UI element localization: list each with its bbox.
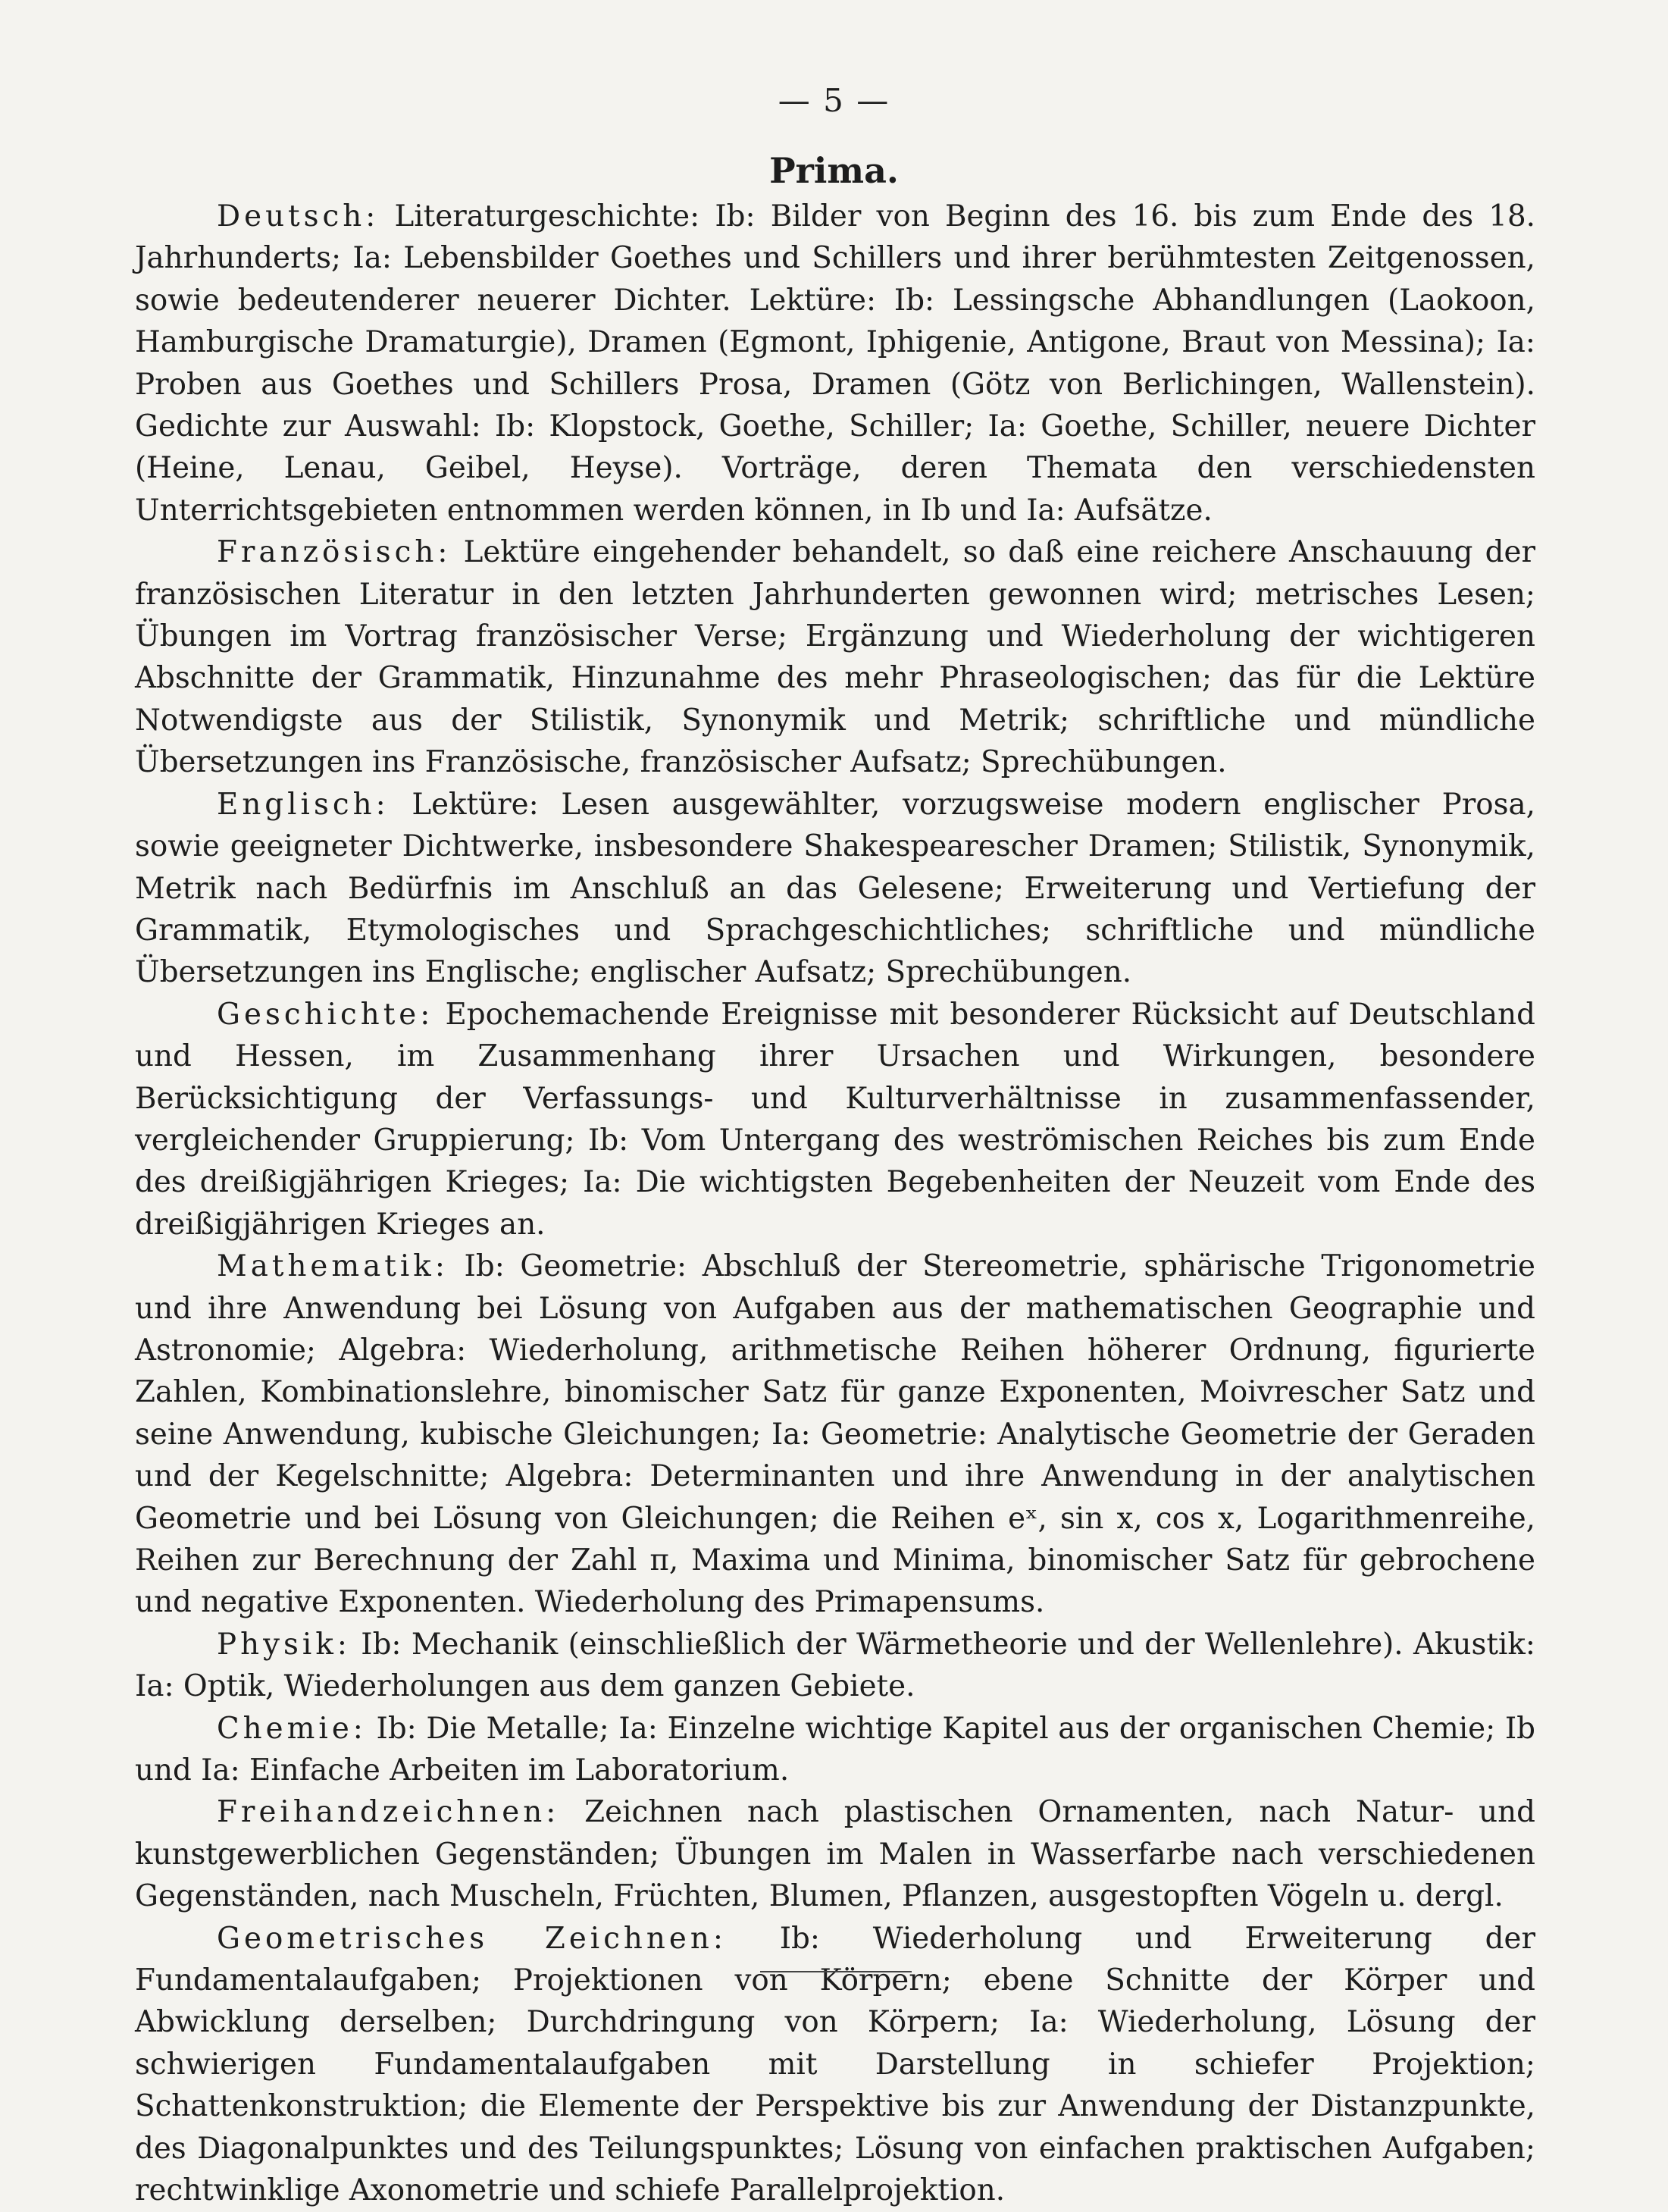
paragraph-geschichte <box>135 994 1535 1245</box>
paragraph-mathematik <box>135 1245 1535 1624</box>
subject-heading: Chemie: <box>217 1711 367 1746</box>
paragraph-geometrisches-zeichnen <box>135 1918 1535 2212</box>
paragraph-text: Ib: Wiederholung und Erweiterung der Fundamentalaufgaben; Projektionen von Körpern; ebene Schnitte der Körper und Abwicklung derselben; Durchdringung von Körpern; Ia: Wiederholung, Lösung der schwierigen Fundamentalaufgaben mit Darstellung in schiefer Projektion; Schattenkonstruktion; die Elemente der Perspektive bis zur Anwendung der Distanzpunkte, des Diagonalpunktes und des Teilungspunktes; Lösung von einfachen praktischen Aufgaben; rechtwinklige Axonometrie und schiefe Parallelprojektion. <box>135 1921 1535 2208</box>
paragraph-chemie <box>135 1708 1535 1792</box>
subject-heading: Französisch: <box>217 535 452 570</box>
paragraph-text: Literaturgeschichte: Ib: Bilder von Beginn des 16. bis zum Ende des 18. Jahrhunderts; Ia: Lebensbilder Goethes und Schillers und ihrer berühmtesten Zeitgenossen, sowie bedeutenderer neuerer Dichter. Lektüre: Ib: Lessingsche Abhandlungen (Laokoon, Hamburgische Dramaturgie), Dramen (Egmont, Iphigenie, Antigone, Braut von Messina); Ia: Proben aus Goethes und Schillers Prosa, Dramen (Götz von Berlichingen, Wallenstein). Gedichte zur Auswahl: Ib: Klopstock, Goethe, Schiller; Ia: Goethe, Schiller, neuere Dichter (Heine, Lenau, Geibel, Heyse). Vorträge, deren Themata den verschiedensten Unterrichtsgebieten entnommen werden können, in Ib und Ia: Aufsätze. <box>135 199 1535 528</box>
closing-rule <box>760 1971 912 1972</box>
subject-heading: Freihandzeichnen: <box>217 1795 560 1830</box>
paragraph-text: Ib: Geometrie: Abschluß der Stereometrie, sphärische Trigonometrie und ihre Anwendung bei Lösung von Aufgaben aus der mathematischen Geographie und Astronomie; Algebra: Wiederholung, arithmetische Reihen höherer Ordnung, figurierte Zahlen, Kombinationslehre, binomischer Satz für ganze Exponenten, Moivrescher Satz und seine Anwendung, kubische Gleichungen; Ia: Geometrie: Analytische Geometrie der Geraden und der Kegelschnitte; Algebra: Determinanten und ihre Anwendung in der analytischen Geometrie und bei Lösung von Gleichungen; die Reihen eˣ, sin x, cos x, Logarithmenreihe, Reihen zur Berechnung der Zahl π, Maxima und Minima, binomischer Satz für gebrochene und negative Exponenten. Wiederholung des Primapensums. <box>135 1249 1535 1620</box>
document-body <box>135 196 1535 2212</box>
subject-heading: Mathematik: <box>217 1249 449 1284</box>
paragraph-text: Ib: Mechanik (einschließlich der Wärmetheorie und der Wellenlehre). Akustik: Ia: Optik, Wiederholungen aus dem ganzen Gebiete. <box>135 1627 1535 1704</box>
subject-heading: Deutsch: <box>217 199 380 233</box>
subject-heading: Geschichte: <box>217 997 434 1032</box>
page-number: — 5 — <box>778 82 890 119</box>
paragraph-text: Zeichnen nach plastischen Ornamenten, nach Natur- und kunstgewerblichen Gegenständen; Übungen im Malen in Wasserfarbe nach verschiedenen Gegenständen, nach Muscheln, Früchten, Blumen, Pflanzen, ausgestopften Vögeln u. dergl. <box>135 1795 1535 1914</box>
subject-heading: Physik: <box>217 1627 351 1662</box>
paragraph-deutsch <box>135 196 1535 531</box>
paragraph-franzoesisch <box>135 531 1535 783</box>
paragraph-text: Lektüre: Lesen ausgewählter, vorzugsweise modern englischer Prosa, sowie geeigneter Dichtwerke, insbesondere Shakespearescher Dramen; Stilistik, Synonymik, Metrik nach Bedürfnis im Anschluß an das Gelesene; Erweiterung und Vertiefung der Grammatik, Etymologisches und Sprachgeschichtliches; schriftliche und mündliche Übersetzungen ins Englische; englischer Aufsatz; Sprechübungen. <box>135 787 1535 990</box>
subject-heading: Geometrisches Zeichnen: <box>217 1921 727 1956</box>
subject-heading: Englisch: <box>217 787 390 822</box>
paragraph-text: Ib: Die Metalle; Ia: Einzelne wichtige Kapitel aus der organischen Chemie; Ib und Ia: Einfache Arbeiten im Laboratorium. <box>135 1711 1535 1788</box>
paragraph-text: Lektüre eingehender behandelt, so daß eine reichere Anschauung der französischen Literatur in den letzten Jahrhunderten gewonnen wird; metrisches Lesen; Übungen im Vortrag französischer Verse; Ergänzung und Wiederholung der wichtigeren Abschnitte der Grammatik, Hinzunahme des mehr Phraseologischen; das für die Lektüre Notwendigste aus der Stilistik, Synonymik und Metrik; schriftliche und mündliche Übersetzungen ins Französische, französischer Aufsatz; Sprechübungen. <box>135 535 1535 780</box>
paragraph-freihandzeichnen <box>135 1791 1535 1917</box>
page-title: Prima. <box>769 150 899 191</box>
paragraph-englisch <box>135 784 1535 994</box>
paragraph-physik <box>135 1624 1535 1708</box>
paragraph-text: Epochemachende Ereignisse mit besonderer Rücksicht auf Deutschland und Hessen, im Zusammenhang ihrer Ursachen und Wirkungen, besondere Berücksichtigung der Verfassungs- und Kulturverhältnisse in zusammenfassender, vergleichender Gruppierung; Ib: Vom Untergang des weströmischen Reiches bis zum Ende des dreißigjährigen Krieges; Ia: Die wichtigsten Begebenheiten der Neuzeit vom Ende des dreißigjährigen Krieges an. <box>135 997 1536 1242</box>
